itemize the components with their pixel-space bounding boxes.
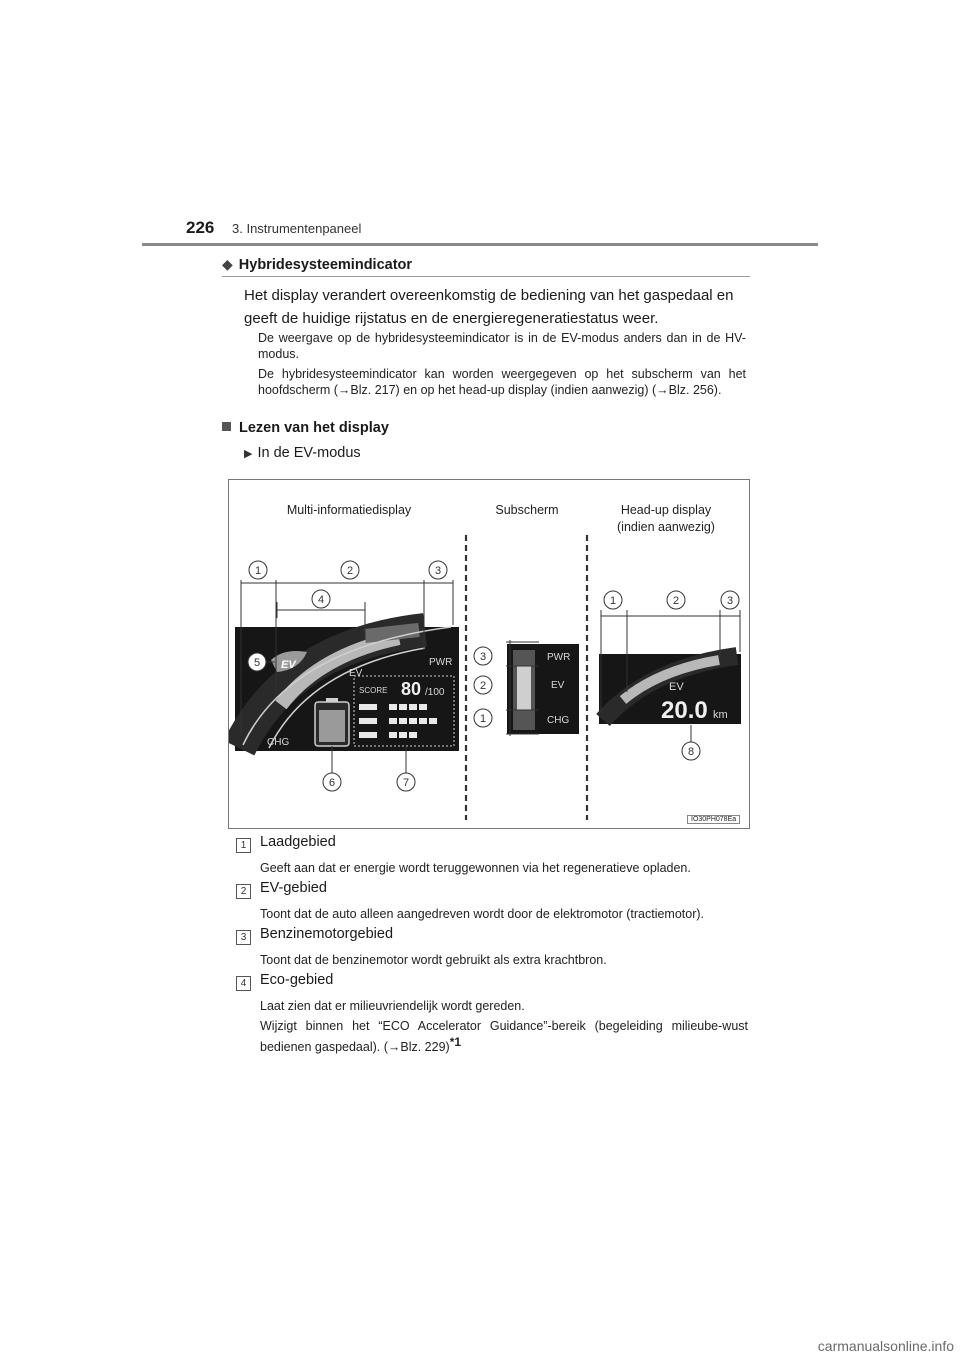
lead-paragraph: Het display verandert overeenkomstig de bediening van het gaspedaal en geeft de huidige rijstatus en de energieregeneratiestatus weer. xyxy=(244,287,734,327)
list-item xyxy=(236,974,251,992)
score-max: /100 xyxy=(425,687,445,698)
page-number: 226 xyxy=(186,218,215,237)
score-label: SCORE xyxy=(359,686,388,695)
score-segment xyxy=(419,718,427,724)
score-segment xyxy=(419,704,427,710)
callout-3-label: 3 xyxy=(479,651,487,663)
score-segment xyxy=(399,718,407,724)
hud-unit: km xyxy=(713,709,728,721)
sub-bar-fill xyxy=(517,666,531,710)
score-segment xyxy=(399,704,407,710)
section-rule xyxy=(222,276,750,277)
mode-item xyxy=(244,445,361,461)
callout-1-label: 1 xyxy=(609,595,617,607)
section-title xyxy=(222,256,412,273)
item-number-box: 3 xyxy=(236,930,251,945)
square-bullet-icon xyxy=(222,422,231,431)
score-segment xyxy=(389,732,397,738)
score-segment xyxy=(389,704,397,710)
hud-ev-label: EV xyxy=(669,681,684,693)
sub-heading-text: Lezen van het display xyxy=(239,420,389,436)
item-description: Geeft aan dat er energie wordt teruggewonnen via het regeneratieve opladen. xyxy=(260,861,691,875)
diamond-bullet-icon: ◆ xyxy=(222,256,233,272)
callout-8-label: 8 xyxy=(687,746,695,758)
callout-2-label: 2 xyxy=(672,595,680,607)
item-description-2 xyxy=(260,1018,748,1055)
callout-7-label: 7 xyxy=(402,777,410,789)
score-segment xyxy=(429,718,437,724)
hud-distance: 20.0 xyxy=(661,697,708,724)
header-rule xyxy=(142,243,818,246)
sub-chg-label: CHG xyxy=(547,715,570,726)
item-number-box: 2 xyxy=(236,884,251,899)
sub-ev-label: EV xyxy=(551,680,565,691)
mode-item-text: In de EV-modus xyxy=(257,445,361,461)
score-car-icon xyxy=(359,732,377,738)
callout-3-label: 3 xyxy=(434,565,442,577)
callout-1-label: 1 xyxy=(254,565,262,577)
item-title: Eco-gebied xyxy=(260,972,334,988)
score-value: 80 xyxy=(401,679,422,699)
callout-3-label: 3 xyxy=(726,595,734,607)
callout-4-label: 4 xyxy=(317,594,325,606)
figure-code: IO30PH078Ea xyxy=(687,815,740,824)
callout-5-label: 5 xyxy=(253,657,261,669)
label-multi-info: Multi-informatiedisplay xyxy=(286,503,412,517)
score-segment xyxy=(389,718,397,724)
score-car-icon xyxy=(359,704,377,710)
figure-ev-mode xyxy=(228,479,750,829)
item-description: Laat zien dat er milieuvriendelijk wordt gereden. xyxy=(260,999,525,1013)
item-title: Benzinemotorgebied xyxy=(260,926,394,942)
score-segment xyxy=(399,732,407,738)
label-hud-2: (indien aanwezig) xyxy=(617,520,715,534)
label-subscreen: Subscherm xyxy=(495,503,559,517)
list-item xyxy=(236,928,251,946)
sub-pwr-label: PWR xyxy=(547,652,571,663)
triangle-bullet-icon: ▶ xyxy=(244,448,253,460)
callout-6-label: 6 xyxy=(328,777,336,789)
figure-illustration xyxy=(229,480,749,828)
callout-1-label: 1 xyxy=(479,713,487,725)
item-number-box: 1 xyxy=(236,838,251,853)
label-hud-1: Head-up display xyxy=(620,503,712,517)
score-segment xyxy=(409,718,417,724)
callout-2-label: 2 xyxy=(479,680,487,692)
sub-heading xyxy=(222,420,389,436)
score-segment xyxy=(409,704,417,710)
battery-level xyxy=(319,710,345,742)
item-number-box: 4 xyxy=(236,976,251,991)
footer-site-watermark: carmanualsonline.info xyxy=(817,1338,954,1354)
item-description-2-text: Wijzigt binnen het “ECO Accelerator Guidance”-bereik (begeleiding milieube-wust bedienen gaspedaal). (→Blz. 229) xyxy=(260,1019,748,1055)
item-title: Laadgebied xyxy=(260,834,336,850)
mid-ev-label: EV xyxy=(349,668,363,679)
footnote-marker: *1 xyxy=(449,1035,462,1049)
chapter-title: 3. Instrumentenpaneel xyxy=(232,221,362,236)
mid-chg-label: CHG xyxy=(267,737,290,748)
note-paragraph-1: De weergave op de hybridesysteemindicator is in de EV-modus anders dan in de HV-modus. xyxy=(258,331,746,361)
item-description: Toont dat de benzinemotor wordt gebruikt als extra krachtbron. xyxy=(260,953,607,967)
note-paragraph-2: De hybridesysteemindicator kan worden weergegeven op het subscherm van het hoofdscherm (→Blz. 217) en op het head-up display (indien aanwezig) (→Blz. 256). xyxy=(258,367,746,397)
section-title-text: Hybridesysteemindicator xyxy=(238,257,413,273)
mid-pwr-label: PWR xyxy=(429,657,453,668)
item-title: EV-gebied xyxy=(260,880,327,896)
list-item xyxy=(236,882,251,900)
list-item xyxy=(236,836,251,854)
item-description: Toont dat de auto alleen aangedreven wordt door de elektromotor (tractiemotor). xyxy=(260,907,705,921)
score-segment xyxy=(409,732,417,738)
callout-2-label: 2 xyxy=(346,565,354,577)
score-car-icon xyxy=(359,718,377,724)
battery-terminal xyxy=(326,698,338,702)
ev-badge-text: EV xyxy=(281,659,296,671)
